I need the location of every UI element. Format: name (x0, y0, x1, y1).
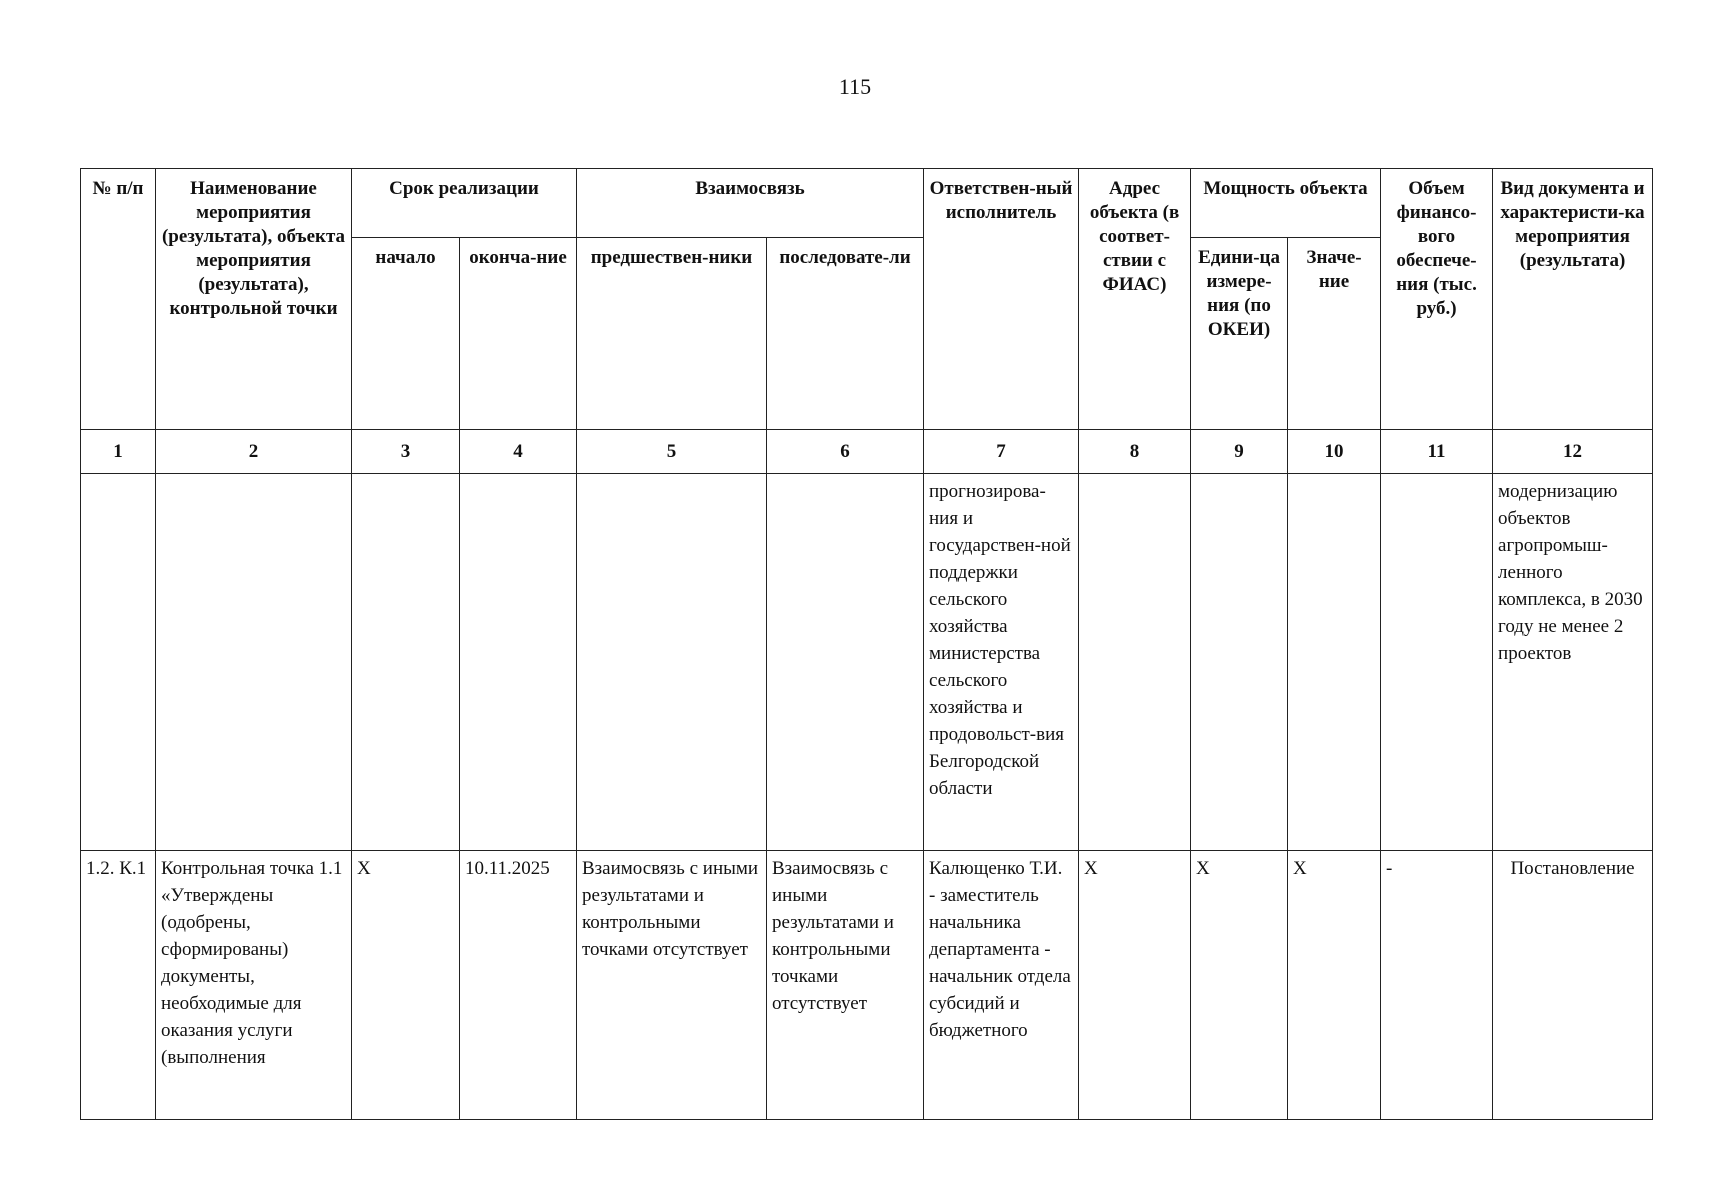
header-term-group: Срок реализации (352, 169, 577, 238)
cell-responsible: Калющенко Т.И. - заместитель начальника департамента - начальник отдела субсидий и бюджетного (924, 851, 1079, 1120)
header-finance: Объем финансо-вого обеспече-ния (тыс. руб.) (1381, 169, 1493, 430)
cell-unit (1191, 474, 1288, 851)
header-number: № п/п (81, 169, 156, 430)
header-responsible: Ответствен-ный исполнитель (924, 169, 1079, 430)
cell-unit: X (1191, 851, 1288, 1120)
column-number: 1 (81, 430, 156, 474)
cell-address (1079, 474, 1191, 851)
header-term-start: начало (352, 238, 460, 430)
cell-responsible: прогнозирова-ния и государствен-ной поддержки сельского хозяйства министерства сельского хозяйства и продовольст-вия Белгородской области (924, 474, 1079, 851)
header-row-1 (81, 169, 1653, 238)
cell-start (352, 474, 460, 851)
cell-start: X (352, 851, 460, 1120)
measures-table (80, 168, 1653, 1120)
column-number: 8 (1079, 430, 1191, 474)
header-term-end: оконча-ние (460, 238, 577, 430)
cell-end: 10.11.2025 (460, 851, 577, 1120)
cell-finance: - (1381, 851, 1493, 1120)
cell-predecessors (577, 474, 767, 851)
header-address: Адрес объекта (в соответ-ствии с ФИАС) (1079, 169, 1191, 430)
cell-address: X (1079, 851, 1191, 1120)
header-relation-group: Взаимосвязь (577, 169, 924, 238)
column-number: 5 (577, 430, 767, 474)
header-successors: последовате-ли (767, 238, 924, 430)
column-number: 12 (1493, 430, 1653, 474)
table-row-continued (81, 474, 1653, 851)
cell-name (156, 474, 352, 851)
header-doc-type: Вид документа и характеристи-ка мероприятия (результата) (1493, 169, 1653, 430)
header-predecessors: предшествен-ники (577, 238, 767, 430)
cell-value: X (1288, 851, 1381, 1120)
column-number: 9 (1191, 430, 1288, 474)
page-number: 115 (838, 74, 872, 99)
table-row-control-point (81, 851, 1653, 1120)
header-unit: Едини-ца измере-ния (по ОКЕИ) (1191, 238, 1288, 430)
cell-finance (1381, 474, 1493, 851)
cell-predecessors: Взаимосвязь с иными результатами и контрольными точками отсутствует (577, 851, 767, 1120)
cell-number: 1.2. К.1 (81, 851, 156, 1120)
column-number: 6 (767, 430, 924, 474)
header-value: Значе-ние (1288, 238, 1381, 430)
cell-doc-type: модернизацию объектов агропромыш-ленного комплекса, в 2030 году не менее 2 проектов (1493, 474, 1653, 851)
cell-end (460, 474, 577, 851)
header-name: Наименование мероприятия (результата), объекта мероприятия (результата), контрольной точки (156, 169, 352, 430)
column-number: 10 (1288, 430, 1381, 474)
cell-doc-type: Постановление (1493, 851, 1653, 1120)
cell-value (1288, 474, 1381, 851)
column-number: 7 (924, 430, 1079, 474)
column-number: 4 (460, 430, 577, 474)
column-number: 2 (156, 430, 352, 474)
cell-successors: Взаимосвязь с иными результатами и контрольными точками отсутствует (767, 851, 924, 1120)
cell-number (81, 474, 156, 851)
header-capacity-group: Мощность объекта (1191, 169, 1381, 238)
column-number: 3 (352, 430, 460, 474)
column-number-row (81, 430, 1653, 474)
cell-name: Контрольная точка 1.1 «Утверждены (одобрены, сформированы) документы, необходимые для оказания услуги (выполнения (156, 851, 352, 1120)
column-number: 11 (1381, 430, 1493, 474)
cell-successors (767, 474, 924, 851)
